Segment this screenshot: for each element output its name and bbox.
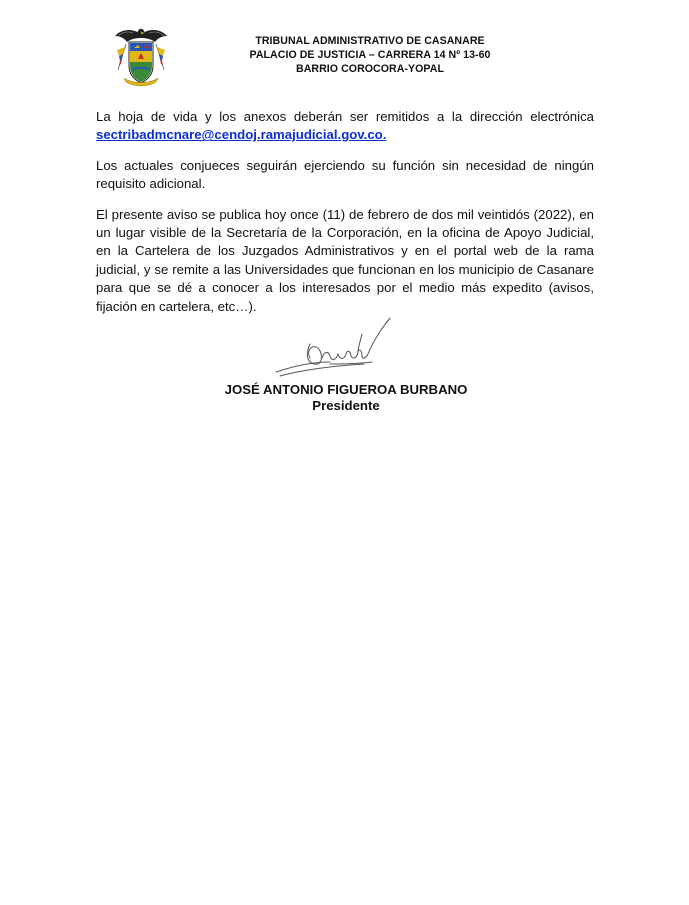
signer-title: Presidente bbox=[312, 398, 380, 414]
paragraph-publication-notice: El presente aviso se publica hoy once (11) de febrero de dos mil veintidós (2022), en un lugar visible de la Secretaría de la Corporación, en la oficina de Apoyo Judicial, en la Cartelera de los Juzgados Administrativos y en el portal web de la rama judicial, y se remite a las Universidades que funcionan en los municipio de Casanare para que se dé a conocer a los interesados por el medio más expedito (avisos, fijación en cartelera, etc…). bbox=[96, 206, 594, 314]
colombia-coat-of-arms-icon bbox=[112, 26, 170, 88]
letterhead-line-institution: TRIBUNAL ADMINISTRATIVO DE CASANARE bbox=[255, 35, 485, 47]
crest-graphic bbox=[112, 26, 170, 88]
paragraph-email-text: La hoja de vida y los anexos deberán ser remitidos a la dirección electrónica bbox=[96, 109, 594, 124]
paragraph-email bbox=[96, 108, 594, 145]
signature-strokes bbox=[272, 314, 400, 382]
signer-name: JOSÉ ANTONIO FIGUEROA BURBANO bbox=[224, 382, 468, 397]
letterhead-line-address: PALACIO DE JUSTICIA – CARRERA 14 Nº 13-60 bbox=[249, 49, 491, 61]
email-link[interactable]: sectribadmcnare@cendoj.ramajudicial.gov.co. bbox=[96, 127, 387, 143]
letterhead bbox=[190, 34, 550, 76]
document-body bbox=[96, 108, 594, 328]
handwritten-signature bbox=[272, 314, 400, 382]
signer-block bbox=[196, 382, 496, 415]
paragraph-conjueces: Los actuales conjueces seguirán ejerciendo su función sin necesidad de ningún requisito adicional. bbox=[96, 157, 594, 192]
letterhead-line-neighborhood: BARRIO COROCORA-YOPAL bbox=[296, 63, 444, 75]
